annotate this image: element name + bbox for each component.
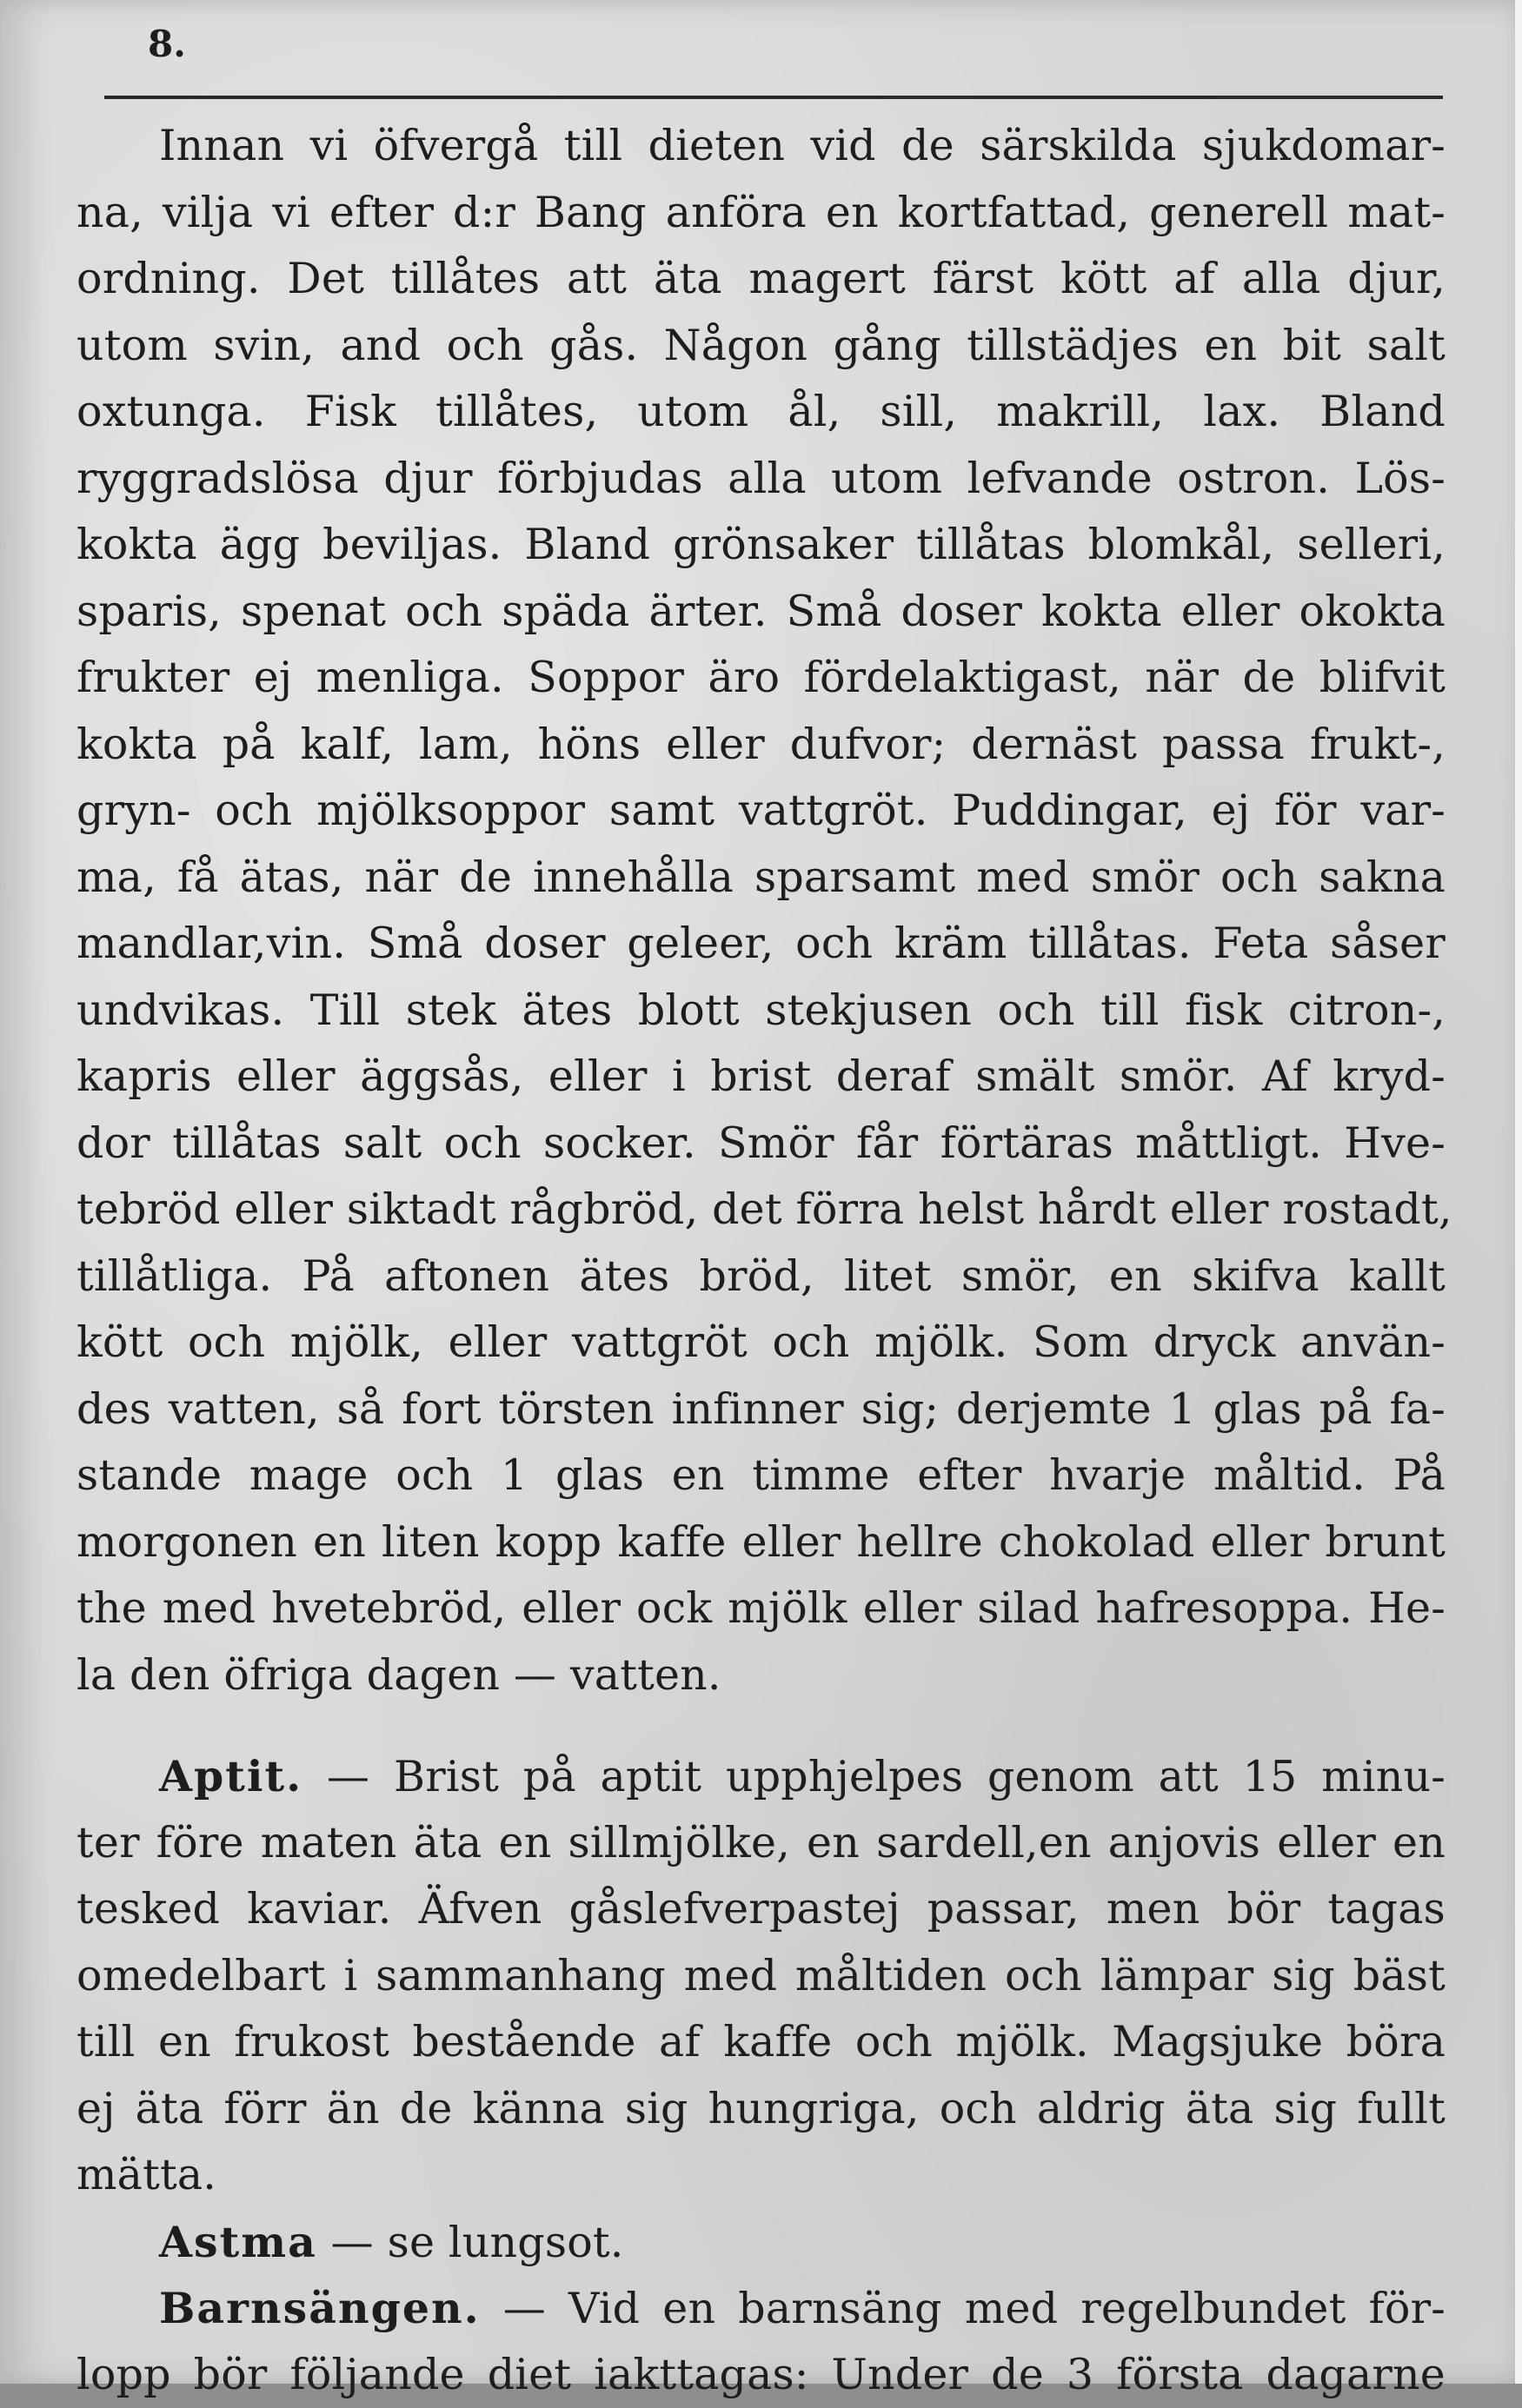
text-line: oxtunga. Fisk tillåtes, utom ål, sill, makrill, lax. Bland xyxy=(76,379,1446,446)
text-line: dor tillåtas salt och socker. Smör får förtäras måttligt. Hve- xyxy=(76,1111,1446,1177)
text-line: till en frukost bestående af kaffe och mjölk. Magsjuke böra xyxy=(76,2009,1446,2076)
text-line: undvikas. Till stek ätes blott stekjusen och till fisk citron-, xyxy=(76,978,1446,1045)
text-line: mätta. xyxy=(76,2142,1446,2209)
entry-text: — se lungsot. xyxy=(317,2218,624,2267)
text-line: frukter ej menliga. Soppor äro fördelaktigast, när de blifvit xyxy=(76,645,1446,712)
text-line: tesked kaviar. Äfven gåslefverpastej passar, men bör tagas xyxy=(76,1876,1446,1943)
entry-heading-astma: Astma xyxy=(159,2217,317,2267)
paragraph-gap xyxy=(76,1708,1446,1743)
intro-paragraph xyxy=(76,113,1446,1708)
entry-astma xyxy=(76,2209,1446,2276)
text-line: lopp bör följande diet iakttagas: Under de 3 första dagarne xyxy=(76,2342,1446,2408)
text-line: na, vilja vi efter d:r Bang anföra en kortfattad, generell mat- xyxy=(76,180,1446,247)
text-line: gryn- och mjölksoppor samt vattgröt. Puddingar, ej för var- xyxy=(76,778,1446,845)
header-rule xyxy=(104,96,1443,99)
text-line: stande mage och 1 glas en timme efter hvarje måltid. På xyxy=(76,1443,1446,1509)
entry-heading-aptit: Aptit. xyxy=(159,1751,302,1801)
text-line: kapris eller äggsås, eller i brist deraf smält smör. Af kryd- xyxy=(76,1044,1446,1111)
text-line: morgonen en liten kopp kaffe eller hellre chokolad eller brunt xyxy=(76,1509,1446,1576)
text-line: kött och mjölk, eller vattgröt och mjölk. Som dryck använ- xyxy=(76,1310,1446,1376)
entry-aptit xyxy=(76,1743,1446,2209)
text-line: tillåtliga. På aftonen ätes bröd, litet smör, en skifva kallt xyxy=(76,1244,1446,1310)
text-line: tebröd eller siktadt rågbröd, det förra helst hårdt eller rostadt, xyxy=(76,1177,1446,1244)
entry-heading-barnsangen: Barnsängen. xyxy=(159,2283,481,2333)
entry-barnsangen xyxy=(76,2275,1446,2408)
text-line: the med hvetebröd, eller ock mjölk eller silad hafresoppa. He- xyxy=(76,1575,1446,1642)
entry-first-line xyxy=(76,2209,1446,2276)
entry-text: — Vid en barnsäng med regelbundet för- xyxy=(481,2284,1446,2333)
text-line: ter före maten äta en sillmjölke, en sardell,en anjovis eller en xyxy=(76,1810,1446,1877)
entry-first-line xyxy=(76,2275,1446,2342)
text-line: kokta på kalf, lam, höns eller dufvor; dernäst passa frukt-, xyxy=(76,712,1446,779)
text-line: ordning. Det tillåtes att äta magert färst kött af alla djur, xyxy=(76,246,1446,313)
page-number: 8. xyxy=(148,26,186,63)
text-line: Innan vi öfvergå till dieten vid de särskilda sjukdomar- xyxy=(76,113,1446,180)
text-line: utom svin, and och gås. Någon gång tillstädjes en bit salt xyxy=(76,313,1446,380)
text-line: des vatten, så fort törsten infinner sig; derjemte 1 glas på fa- xyxy=(76,1376,1446,1443)
text-line: sparis, spenat och späda ärter. Små doser kokta eller okokta xyxy=(76,579,1446,646)
text-line: kokta ägg beviljas. Bland grönsaker tillåtas blomkål, selleri, xyxy=(76,512,1446,579)
text-line: ej äta förr än de känna sig hungriga, och aldrig äta sig fullt xyxy=(76,2076,1446,2143)
entry-text: — Brist på aptit upphjelpes genom att 15 minu- xyxy=(302,1752,1446,1801)
text-line: la den öfriga dagen — vatten. xyxy=(76,1642,1446,1709)
text-line: ma, få ätas, när de innehålla sparsamt med smör och sakna xyxy=(76,845,1446,912)
page-edge xyxy=(1515,0,1522,2384)
entry-first-line xyxy=(76,1743,1446,1810)
text-line: omedelbart i sammanhang med måltiden och lämpar sig bäst xyxy=(76,1943,1446,2010)
text-line: mandlar,vin. Små doser geleer, och kräm tillåtas. Feta såser xyxy=(76,911,1446,978)
text-line: ryggradslösa djur förbjudas alla utom lefvande ostron. Lös- xyxy=(76,446,1446,513)
body-text xyxy=(76,113,1446,2408)
